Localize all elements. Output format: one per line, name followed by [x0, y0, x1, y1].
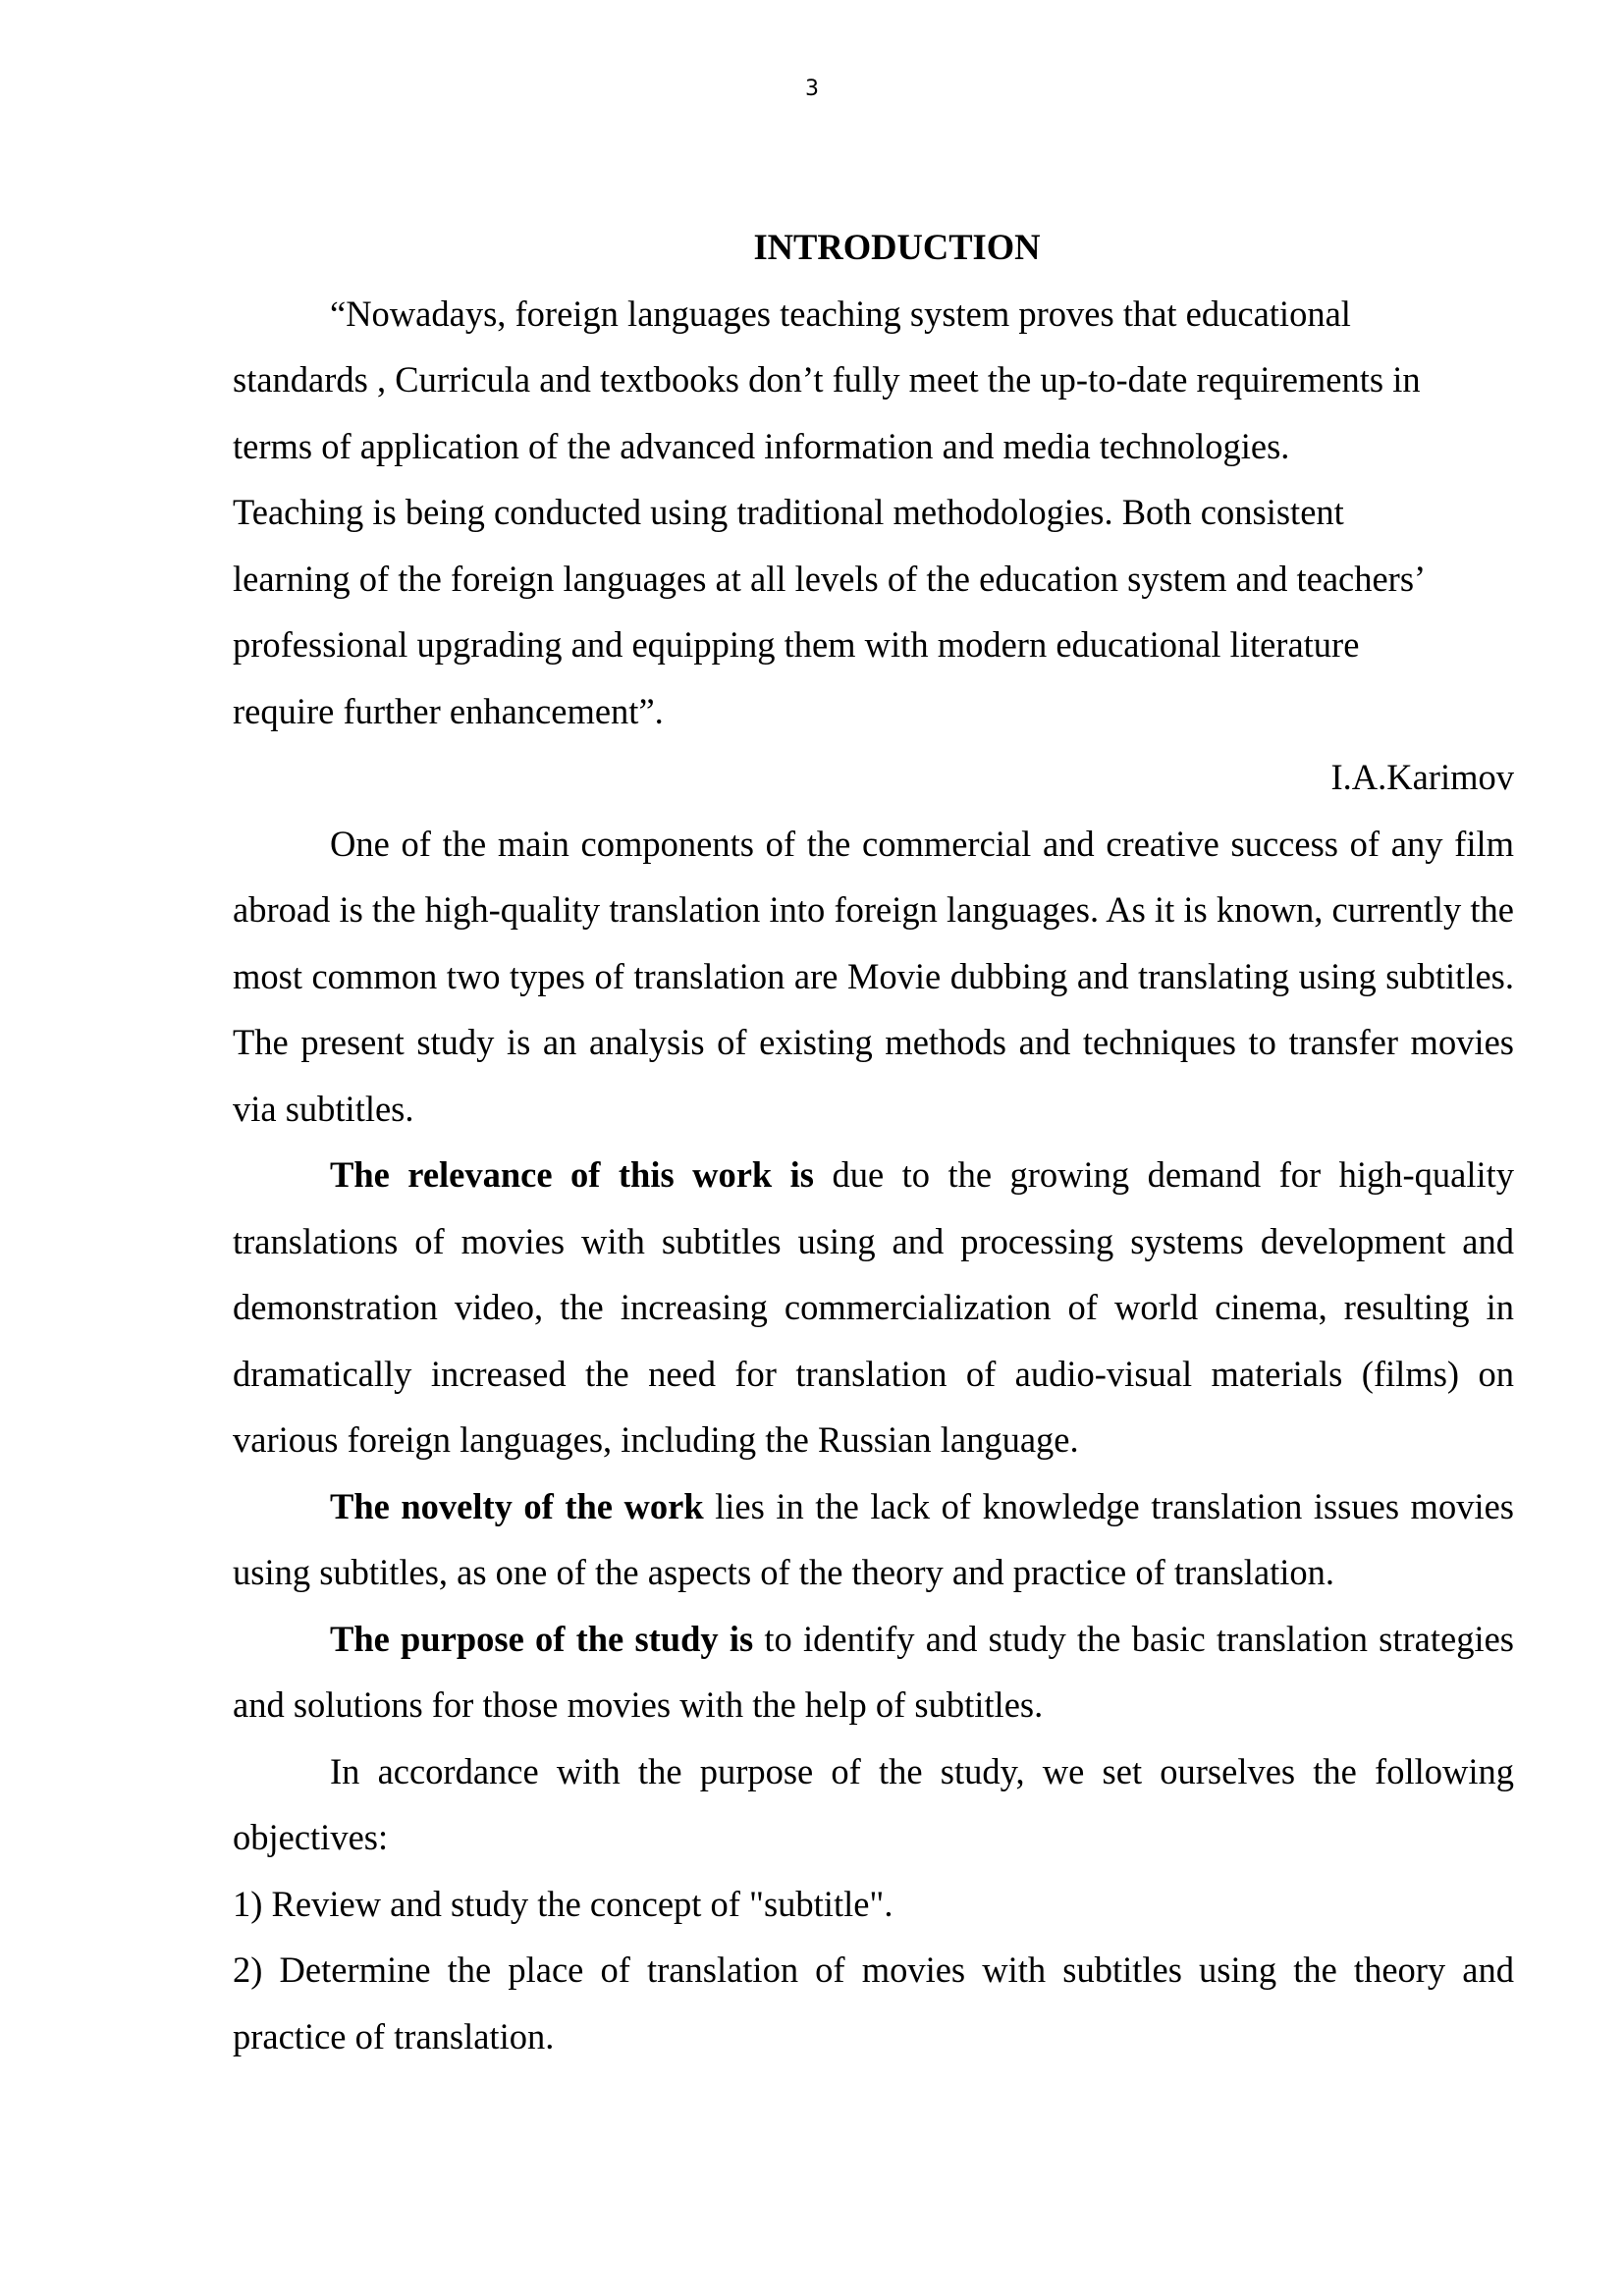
section-title: INTRODUCTION [753, 227, 1041, 267]
epigraph-author: I.A.Karimov [1330, 757, 1514, 797]
relevance-lead: The relevance of this work is [330, 1154, 815, 1195]
novelty-lead: The novelty of the work [330, 1485, 704, 1526]
objective-item: 2) Determine the place of translation of movies with subtitles using the theory and practice of translation. [233, 1949, 1514, 2056]
document-body [233, 214, 1514, 2069]
purpose-text: to identify and study the basic translation strategies and solutions for those movies with the help of subtitles. [233, 1618, 1514, 1725]
epigraph-line: learning of the foreign languages at all levels of the education system and teachers’ [233, 558, 1427, 599]
objectives-intro-paragraph: In accordance with the purpose of the study, we set ourselves the following objectives: [233, 1750, 1514, 1857]
epigraph [233, 281, 1514, 811]
epigraph-line: professional upgrading and equipping them with modern educational literature [233, 624, 1360, 665]
relevance-paragraph [233, 1142, 1514, 1473]
intro-paragraph: One of the main components of the commercial and creative success of any film abroad is the high-quality translation into foreign languages. As it is known, currently the most common two types of translation are Movie dubbing and translating using subtitles. The present study is an analysis of existing methods and techniques to transfer movies via subtitles. [233, 823, 1514, 1129]
page-number: 3 [805, 77, 819, 101]
purpose-lead: The purpose of the study is [330, 1618, 754, 1659]
relevance-text: due to the growing demand for high-quality translations of movies with subtitles using and processing systems development and demonstration video, the increasing commercialization of world cinema, resulting in dramatically increased the need for translation of audio-visual materials (films) on various foreign languages, including the Russian language. [233, 1154, 1514, 1460]
purpose-paragraph [233, 1606, 1514, 1738]
novelty-paragraph [233, 1473, 1514, 1606]
epigraph-line: “Nowadays, foreign languages teaching system proves that educational [330, 293, 1351, 334]
epigraph-line: terms of application of the advanced information and media technologies. [233, 425, 1290, 466]
novelty-text: lies in the lack of knowledge translation issues movies using subtitles, as one of the aspects of the theory and practice of translation. [233, 1485, 1514, 1592]
objective-item: 1) Review and study the concept of "subtitle". [233, 1883, 893, 1924]
epigraph-line: Teaching is being conducted using traditional methodologies. Both consistent [233, 492, 1344, 532]
epigraph-line: standards , Curricula and textbooks don’t fully meet the up-to-date requirements in [233, 359, 1421, 400]
epigraph-line: require further enhancement”. [233, 690, 664, 731]
